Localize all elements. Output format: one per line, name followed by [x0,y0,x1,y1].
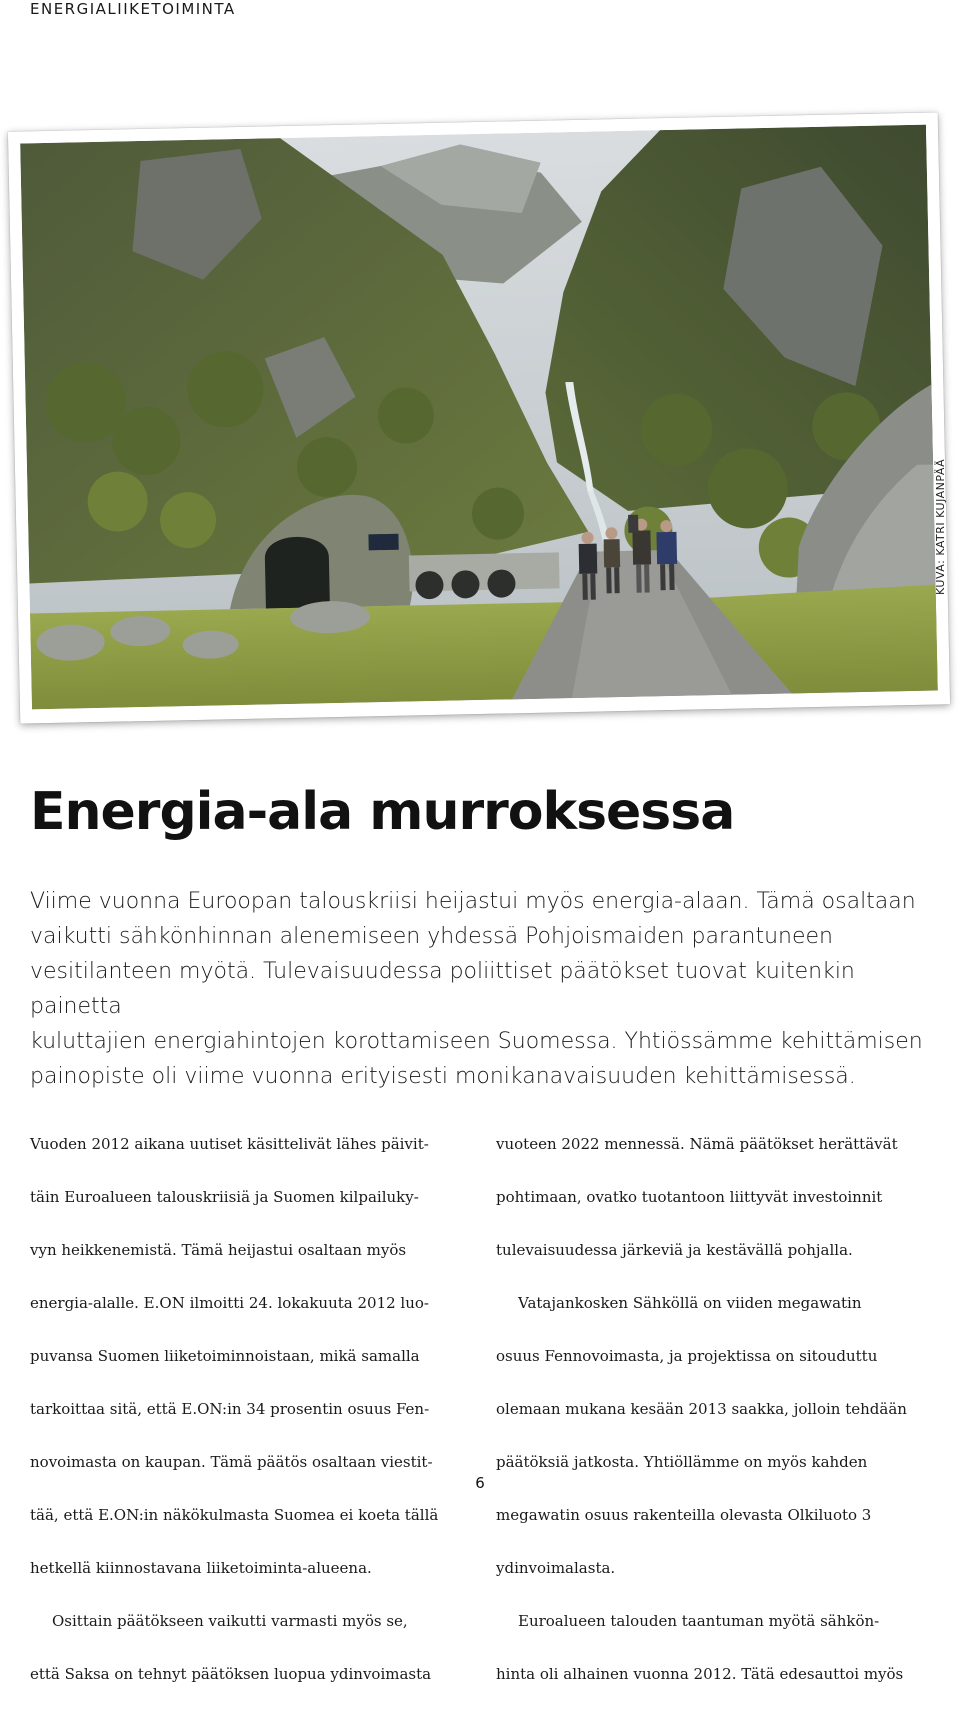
body-line: pohtimaan, ovatko tuotantoon liittyvät investoinnit [496,1187,883,1206]
body-line: puvansa Suomen liiketoiminnoistaan, mikä samalla [30,1346,420,1365]
body-line: Vuoden 2012 aikana uutiset käsittelivät lähes päivit- [30,1134,429,1153]
body-line: vyn heikkenemistä. Tämä heijastui osaltaan myös [30,1240,407,1259]
article-lead [30,884,930,1094]
lead-line: painopiste oli viime vuonna erityisesti monikanavaisuuden kehittämisessä. [30,1064,856,1089]
body-line: hinta oli alhainen vuonna 2012. Tätä edesauttoi myös [496,1664,904,1683]
body-line: megawatin osuus rakenteilla olevasta Olkiluoto 3 [496,1505,872,1524]
body-line: ydinvoimalasta. [496,1558,616,1577]
landscape-photo [20,125,938,710]
section-label: ENERGIALIIKETOIMINTA [30,0,236,18]
body-line: vuoteen 2022 mennessä. Nämä päätökset herättävät [496,1134,898,1153]
body-line: hetkellä kiinnostavana liiketoiminta-alueena. [30,1558,372,1577]
lead-line: Viime vuonna Euroopan talouskriisi heijastui myös energia-alaan. Tämä osaltaan [30,889,916,914]
body-line: täin Euroalueen talouskriisiä ja Suomen kilpailuky- [30,1187,419,1206]
body-line: olemaan mukana kesään 2013 saakka, jolloin tehdään [496,1399,907,1418]
body-line: Osittain päätökseen vaikutti varmasti myös se, [52,1611,408,1630]
lead-line: vaikutti sähkönhinnan alenemiseen yhdessä Pohjoismaiden parantuneen [30,924,833,949]
lead-line: vesitilanteen myötä. Tulevaisuudessa poliittiset päätökset tuovat kuitenkin painetta [30,959,855,1019]
article-title: Energia-ala murroksessa [30,782,735,842]
body-line: tarkoittaa sitä, että E.ON:in 34 prosentin osuus Fen- [30,1399,430,1418]
photo-credit: KUVA: KATRI KUJANPÄÄ [934,458,947,595]
body-line: energia-alalle. E.ON ilmoitti 24. lokakuuta 2012 luo- [30,1293,429,1312]
body-line: novoimasta on kaupan. Tämä päätös osaltaan viestit- [30,1452,433,1471]
lead-line: kuluttajien energiahintojen korottamiseen Suomessa. Yhtiössämme kehittämisen [30,1029,923,1054]
body-column-right [496,1104,924,1714]
body-line: Euroalueen talouden taantuman myötä sähkön- [518,1611,880,1630]
body-line: tulevaisuudessa järkeviä ja kestävällä pohjalla. [496,1240,853,1259]
body-line: osuus Fennovoimasta, ja projektissa on sitouduttu [496,1346,878,1365]
page-number: 6 [475,1474,485,1492]
photo-frame [8,112,950,723]
body-line: tää, että E.ON:in näkökulmasta Suomea ei koeta tällä [30,1505,439,1524]
body-line: Vatajankosken Sähköllä on viiden megawatin [518,1293,862,1312]
body-line: että Saksa on tehnyt päätöksen luopua ydinvoimasta [30,1664,432,1683]
body-line: päätöksiä jatkosta. Yhtiöllämme on myös kahden [496,1452,868,1471]
body-column-left [30,1104,458,1714]
